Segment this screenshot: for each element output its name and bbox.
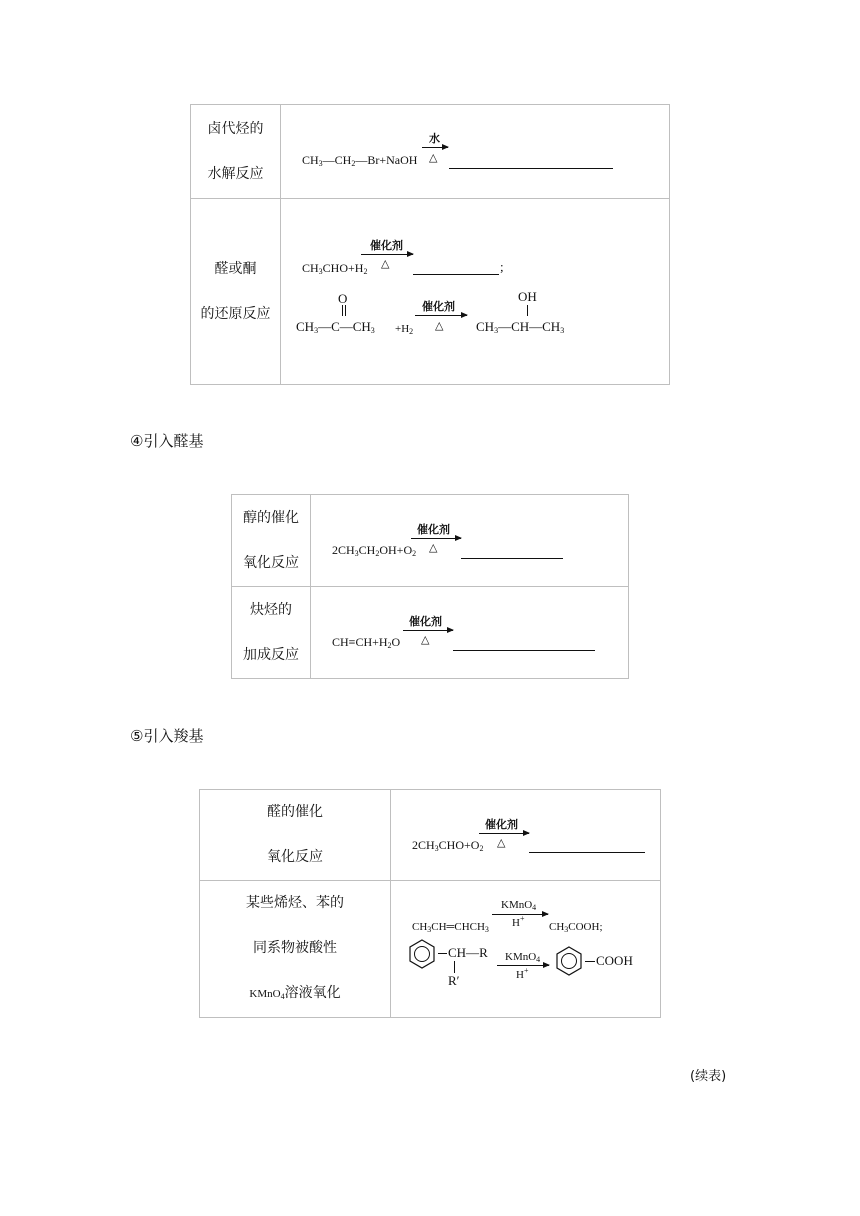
- plus-h2: $+H_2$: [395, 323, 414, 336]
- double-bond-line: [342, 305, 344, 316]
- section-heading-aldehyde: ④引入醛基: [130, 432, 204, 450]
- table-carboxyl-introduction: [199, 789, 661, 1018]
- answer-blank[interactable]: [453, 650, 595, 651]
- bond-line: [438, 953, 447, 954]
- label-cell-carbonyl-reduction: [191, 199, 281, 385]
- condition-top: 催化剂: [409, 615, 442, 628]
- table-halide-reduction: [190, 104, 670, 385]
- condition-top: KMnO$_4$: [501, 899, 537, 912]
- label-line: 的还原反应: [200, 305, 271, 322]
- heat-symbol: △: [429, 542, 438, 554]
- reaction-arrow: [422, 147, 448, 148]
- condition-top: 水: [429, 132, 440, 145]
- equation-reactants: $CH\equiv CH+H_2O$: [332, 635, 401, 650]
- label-cell-kmno4-oxidation: [200, 881, 391, 1018]
- heat-symbol: △: [421, 634, 430, 646]
- condition-top: 催化剂: [417, 523, 450, 536]
- double-bond-line: [345, 305, 347, 316]
- ch-group: CH—R: [448, 945, 488, 960]
- condition-top: 催化剂: [485, 818, 518, 831]
- equation-reactants: $CH_3CHO+H_2$: [302, 261, 368, 276]
- condition-bottom: H+: [512, 914, 525, 929]
- label-line: 同系物被酸性: [253, 940, 337, 956]
- condition-bottom: H+: [516, 966, 529, 981]
- condition-top: 催化剂: [422, 300, 455, 313]
- equation-cell: [281, 199, 670, 385]
- bond-line: [585, 961, 595, 962]
- answer-blank[interactable]: [461, 558, 563, 559]
- semicolon: ;: [500, 259, 504, 274]
- acetone-structure: $CH_3—C—CH_3$: [296, 319, 375, 335]
- answer-blank[interactable]: [529, 852, 645, 853]
- label-cell-aldehyde-oxidation: [200, 790, 391, 881]
- table-aldehyde-introduction: [231, 494, 629, 679]
- equation-reactants: $2CH_3CHO+O_2$: [412, 838, 484, 853]
- benzene-ring-icon: [406, 938, 438, 970]
- reaction-arrow: [479, 833, 529, 834]
- isopropanol-structure: $CH_3—CH—CH_3$: [476, 319, 565, 335]
- reaction-arrow: [361, 254, 413, 255]
- answer-blank[interactable]: [413, 274, 499, 275]
- equation-cell: [281, 105, 670, 199]
- equation-cell: [391, 881, 661, 1018]
- label-cell-halide-hydrolysis: [191, 105, 281, 199]
- label-line: 水解反应: [207, 165, 264, 182]
- condition-top: KMnO$_4$: [505, 951, 541, 964]
- label-cell-alcohol-oxidation: [232, 495, 311, 587]
- heat-symbol: △: [435, 320, 444, 332]
- ketone-oxygen: O: [338, 291, 348, 306]
- label-line: 醛的催化: [267, 804, 323, 820]
- label-line: 卤代烃的: [207, 120, 264, 137]
- section-heading-carboxyl: ⑤引入羧基: [130, 727, 204, 745]
- carboxyl-group: COOH: [596, 953, 633, 968]
- product-hydroxyl: OH: [518, 289, 537, 304]
- reaction-arrow: [403, 630, 453, 631]
- equation-cell: [311, 495, 629, 587]
- label-line: KMnO$_4$溶液氧化: [249, 985, 341, 1001]
- equation-cell: [311, 587, 629, 679]
- heat-symbol: △: [381, 258, 390, 270]
- continued-note: (续表): [690, 1069, 727, 1084]
- benzene-ring-icon: [553, 945, 585, 977]
- equation-reactants: $CH_3—CH_2—Br+NaOH$: [302, 153, 418, 168]
- equation-cell: [391, 790, 661, 881]
- label-line: 某些烯烃、苯的: [246, 895, 344, 911]
- answer-blank[interactable]: [449, 168, 613, 169]
- single-bond-line: [527, 305, 529, 316]
- heat-symbol: △: [497, 837, 506, 849]
- label-line: 氧化反应: [267, 849, 323, 865]
- reaction-arrow: [411, 538, 461, 539]
- condition-top: 催化剂: [370, 239, 403, 252]
- acetic-acid-product: $CH_3COOH$;: [549, 921, 603, 934]
- equation-reactants: $2CH_3CH_2OH+O_2$: [332, 543, 417, 558]
- label-line: 炔烃的: [250, 601, 292, 618]
- reaction-arrow: [415, 315, 467, 316]
- bond-line: [454, 961, 456, 973]
- heat-symbol: △: [429, 152, 438, 164]
- label-line: 醇的催化: [243, 509, 299, 526]
- label-line: 醛或酮: [214, 260, 257, 277]
- label-line: 加成反应: [243, 646, 299, 663]
- label-line: 氧化反应: [243, 554, 299, 571]
- r-prime-substituent: R′: [448, 973, 460, 988]
- alkene-reactant: $CH_3CH═CHCH_3$: [412, 921, 489, 934]
- label-cell-alkyne-addition: [232, 587, 311, 679]
